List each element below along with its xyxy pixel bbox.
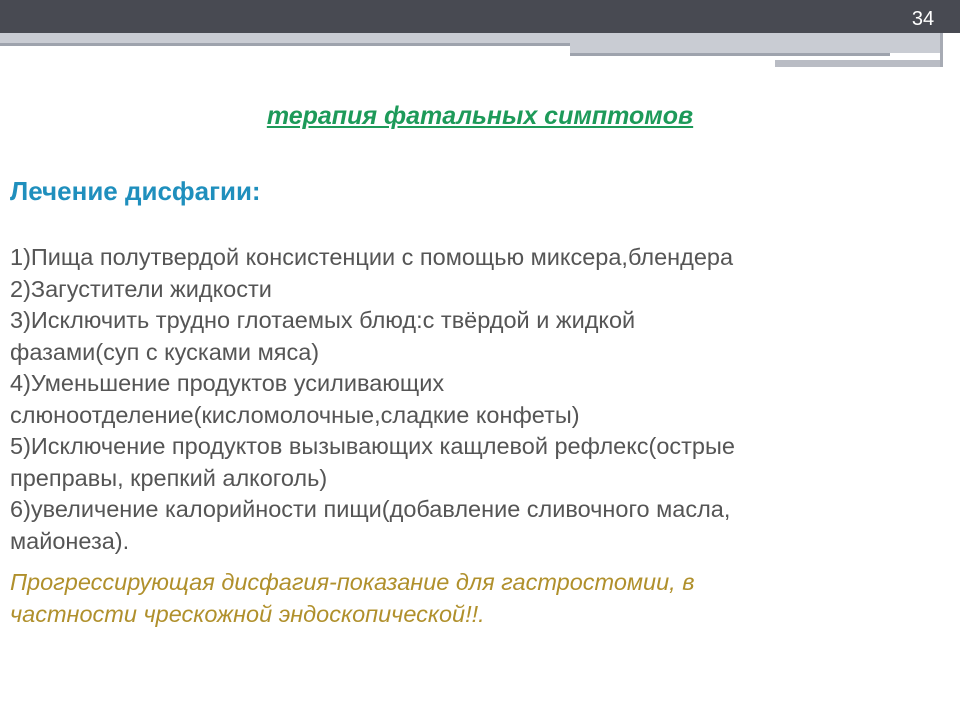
page-number: 34 <box>904 0 942 33</box>
list-item: 1)Пища полутвердой консистенции с помощью миксера,блендера <box>10 244 734 270</box>
list-item: 2)Загустители жидкости <box>10 275 272 302</box>
list-item: 5)Исключение продуктов вызывающих кащлевой рефлекс(острые преправы, крепкий алкоголь) <box>10 433 735 491</box>
list-item: 4)Уменьшение продуктов усиливающих слюноотделение(кисломолочные,сладкие конфеты) <box>10 370 580 428</box>
slide-title: терапия фатальных симптомов <box>266 102 694 130</box>
section-heading: Лечение дисфагии: <box>10 176 261 206</box>
decorative-band <box>775 60 940 67</box>
decorative-line <box>570 53 890 56</box>
list-item: 3)Исключить трудно глотаемых блюд:с твёрдой и жидкой фазами(суп с кусками мяса) <box>10 307 636 365</box>
treatment-list <box>10 242 955 557</box>
top-bar <box>0 0 960 33</box>
decorative-line <box>0 43 570 46</box>
list-item: 6)увеличение калорийности пищи(добавление сливочного масла, майонеза). <box>10 496 731 554</box>
decorative-band <box>570 43 940 53</box>
conclusion-text: Прогрессирующая дисфагия-показание для гастростомии, в частности чрескожной эндоскопической!!. <box>10 569 695 627</box>
decorative-band <box>0 33 940 43</box>
decorative-edge <box>940 33 943 67</box>
